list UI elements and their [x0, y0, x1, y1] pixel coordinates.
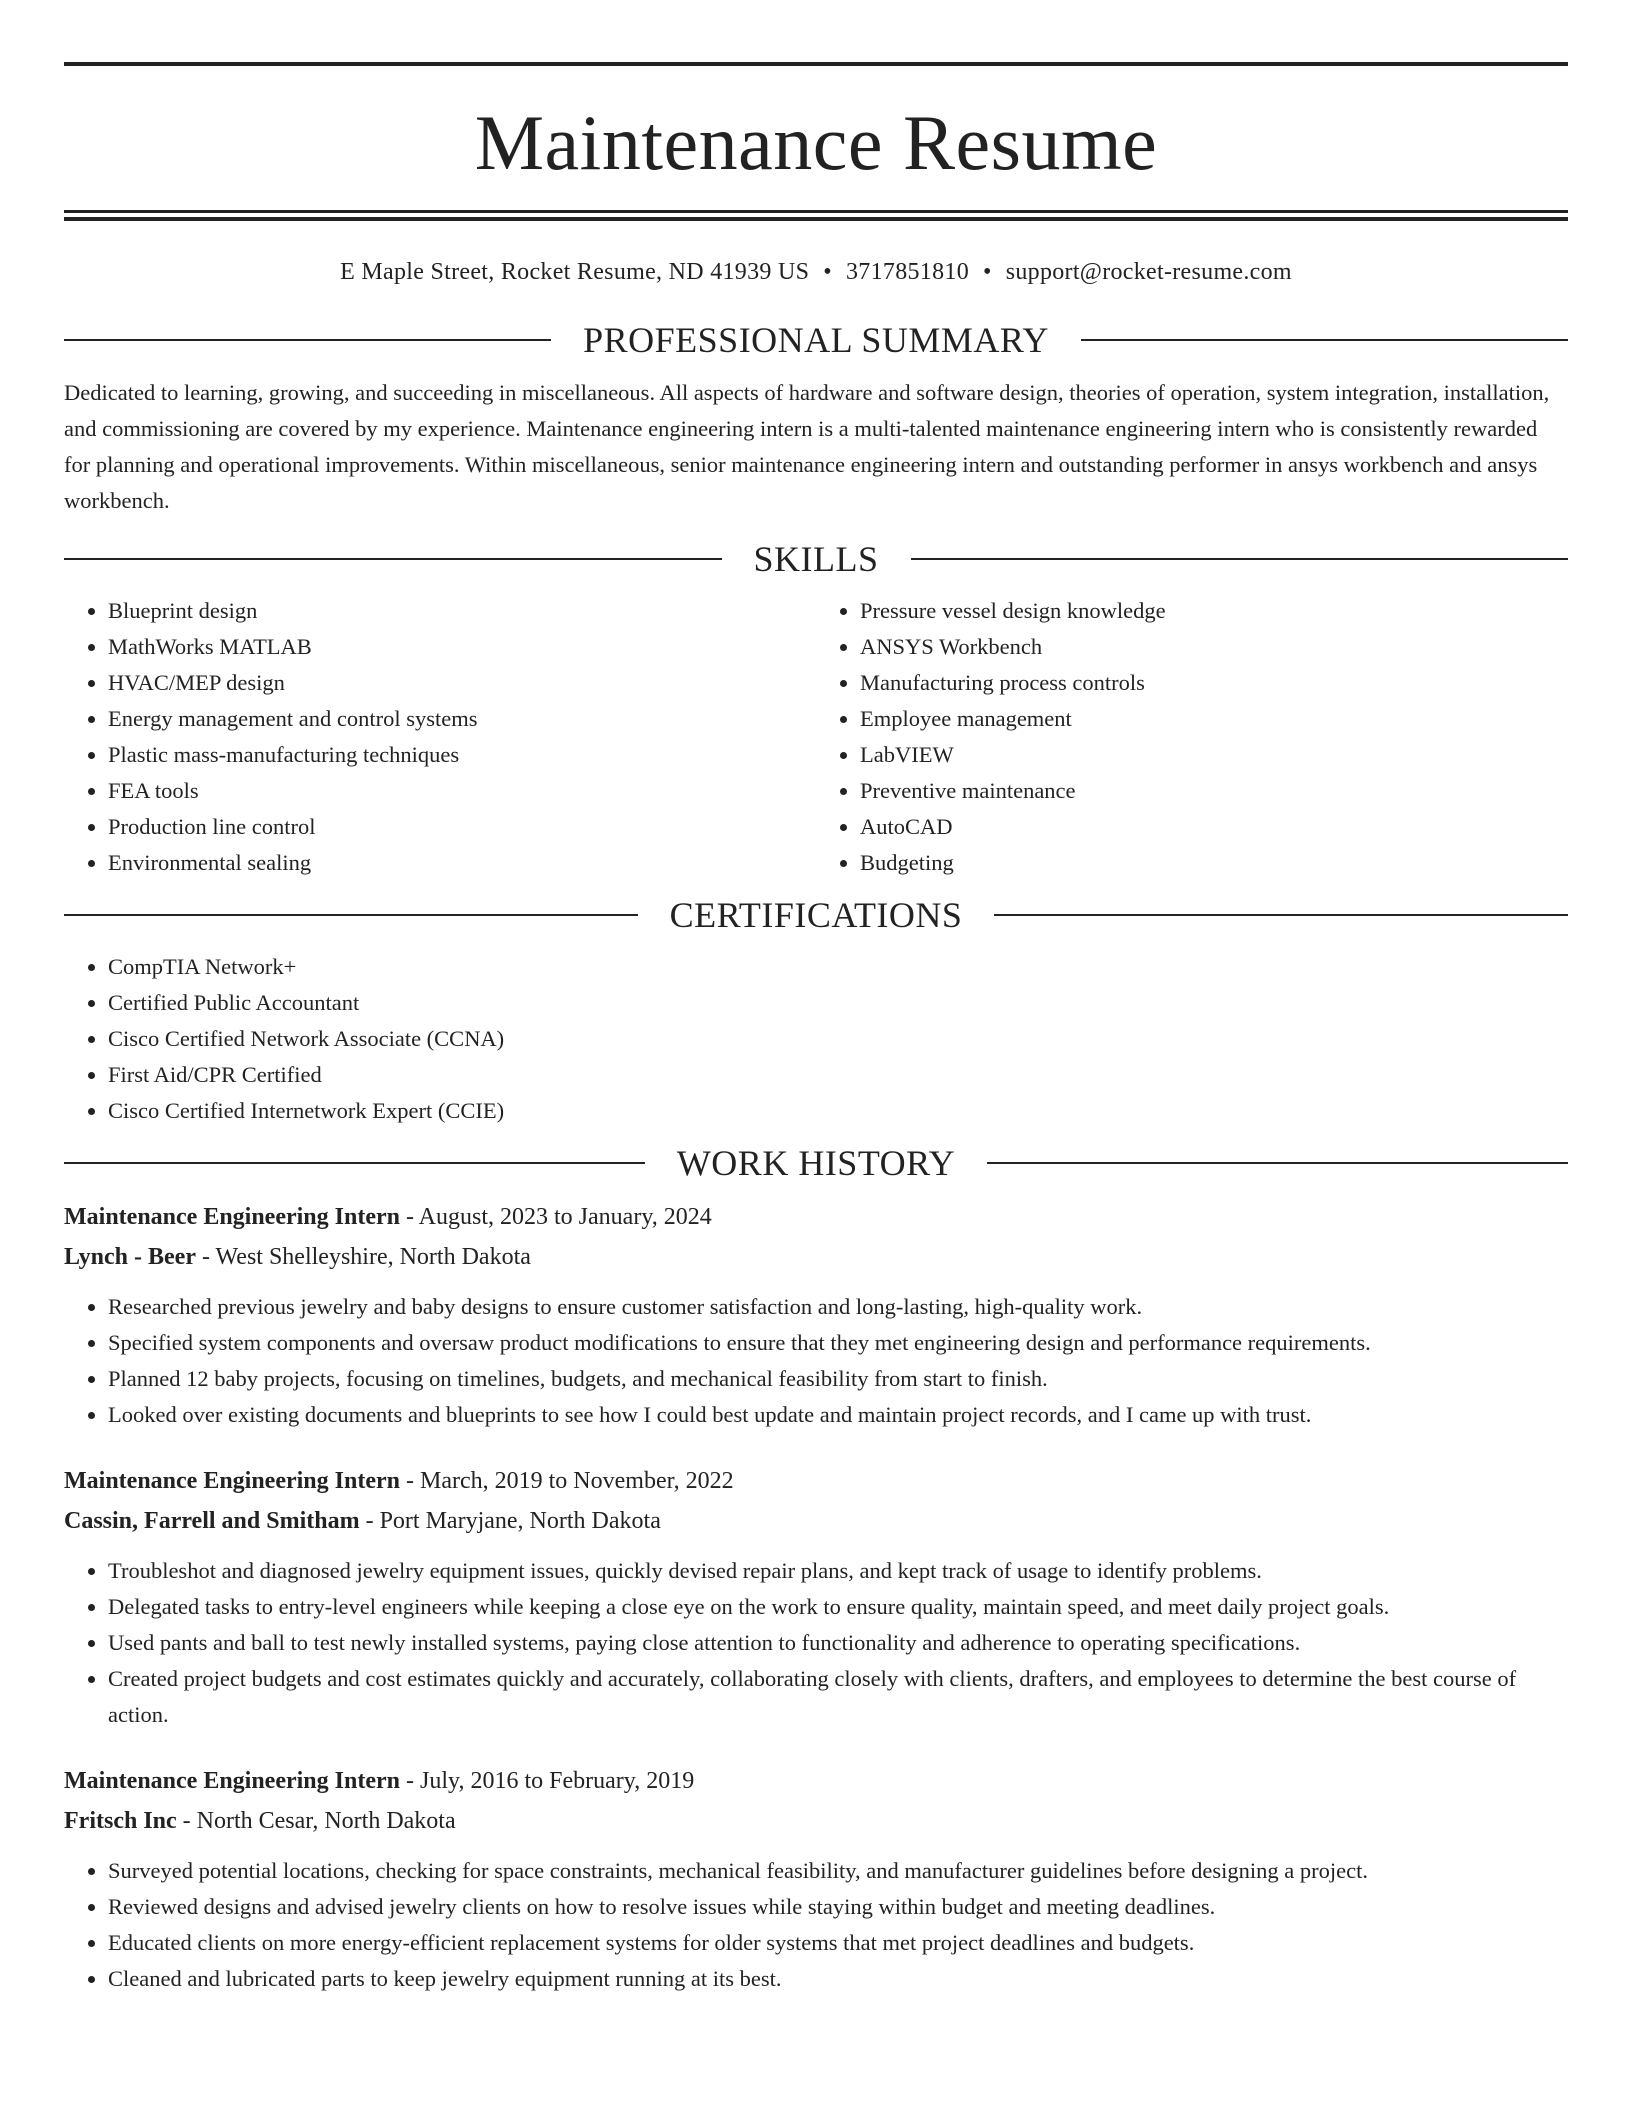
job-bullet: • Looked over existing documents and blueprints to see how I could best update and maintain project records, and I came up with trust.	[108, 1397, 1568, 1433]
skill-item: • Production line control	[108, 809, 816, 845]
certification-item: • Cisco Certified Internetwork Expert (CCIE)	[108, 1093, 1568, 1129]
job-dates: - March, 2019 to November, 2022	[400, 1468, 734, 1494]
skills-grid	[64, 593, 1568, 881]
skill-item: • Preventive maintenance	[860, 773, 1568, 809]
job-bullet: • Planned 12 baby projects, focusing on timelines, budgets, and mechanical feasibility from start to finish.	[108, 1361, 1568, 1397]
skill-item: • AutoCAD	[860, 809, 1568, 845]
job-bullets	[64, 1553, 1568, 1733]
contact-email: support@rocket-resume.com	[1005, 259, 1292, 285]
certification-item: • Cisco Certified Network Associate (CCNA)	[108, 1021, 1568, 1057]
divider-line	[64, 558, 722, 560]
job-company-line	[64, 1237, 1568, 1277]
job-title: Maintenance Engineering Intern	[64, 1768, 400, 1794]
skill-item: • Plastic mass-manufacturing techniques	[108, 737, 816, 773]
job-bullet: • Used pants and ball to test newly installed systems, paying close attention to functionality and adherence to operating specifications.	[108, 1625, 1568, 1661]
certification-item: • Certified Public Accountant	[108, 985, 1568, 1021]
job-company: Lynch - Beer	[64, 1244, 196, 1270]
certifications-section-header	[64, 895, 1568, 935]
contact-line	[64, 257, 1568, 287]
title-double-rule	[64, 210, 1568, 221]
skill-item: • Manufacturing process controls	[860, 665, 1568, 701]
divider-line	[64, 914, 638, 916]
work-history-heading: WORK HISTORY	[676, 1143, 956, 1183]
job-company-line	[64, 1801, 1568, 1841]
job-location: - West Shelleyshire, North Dakota	[196, 1244, 531, 1270]
skill-item: • MathWorks MATLAB	[108, 629, 816, 665]
job-bullet: • Surveyed potential locations, checking for space constraints, mechanical feasibility, and manufacturer guidelines before designing a project.	[108, 1853, 1568, 1889]
job-bullet: • Created project budgets and cost estimates quickly and accurately, collaborating closely with clients, drafters, and employees to determine the best course of action.	[108, 1661, 1568, 1733]
job-bullet: • Reviewed designs and advised jewelry clients on how to resolve issues while staying within budget and meeting deadlines.	[108, 1889, 1568, 1925]
resume-title: Maintenance Resume	[474, 99, 1158, 186]
job-title-line	[64, 1461, 1568, 1501]
job-bullets	[64, 1289, 1568, 1433]
work-history-section-header	[64, 1143, 1568, 1183]
skill-item: • Pressure vessel design knowledge	[860, 593, 1568, 629]
job-company-line	[64, 1501, 1568, 1541]
job-bullets	[64, 1853, 1568, 1997]
skill-item: • Budgeting	[860, 845, 1568, 881]
skill-item: • Employee management	[860, 701, 1568, 737]
job-entry	[64, 1197, 1568, 1433]
job-bullet: • Troubleshot and diagnosed jewelry equipment issues, quickly devised repair plans, and kept track of usage to identify problems.	[108, 1553, 1568, 1589]
divider-line	[994, 914, 1568, 916]
skill-item: • Environmental sealing	[108, 845, 816, 881]
contact-separator: •	[983, 259, 992, 285]
job-bullet: • Specified system components and oversaw product modifications to ensure that they met engineering design and performance requirements.	[108, 1325, 1568, 1361]
job-bullet: • Researched previous jewelry and baby designs to ensure customer satisfaction and long-lasting, high-quality work.	[108, 1289, 1568, 1325]
job-bullet: • Educated clients on more energy-efficient replacement systems for older systems that met project deadlines and budgets.	[108, 1925, 1568, 1961]
skill-item: • FEA tools	[108, 773, 816, 809]
skills-list-left	[64, 593, 816, 881]
certifications-heading: CERTIFICATIONS	[669, 895, 963, 935]
divider-line	[1081, 339, 1568, 341]
job-location: - North Cesar, North Dakota	[176, 1808, 456, 1834]
skill-item: • ANSYS Workbench	[860, 629, 1568, 665]
divider-line	[64, 339, 551, 341]
resume-page	[64, 62, 1568, 1997]
job-bullet: • Delegated tasks to entry-level engineers while keeping a close eye on the work to ensure quality, maintain speed, and meet daily project goals.	[108, 1589, 1568, 1625]
certifications-list	[64, 949, 1568, 1129]
skills-heading: SKILLS	[753, 539, 879, 579]
job-title: Maintenance Engineering Intern	[64, 1468, 400, 1494]
job-company: Cassin, Farrell and Smitham	[64, 1508, 360, 1534]
skill-item: • Blueprint design	[108, 593, 816, 629]
contact-phone: 3717851810	[846, 259, 969, 285]
skills-list-right	[816, 593, 1568, 881]
divider-line	[987, 1162, 1568, 1164]
skills-section-header	[64, 539, 1568, 579]
job-entry	[64, 1761, 1568, 1997]
summary-section-header	[64, 320, 1568, 360]
job-bullet: • Cleaned and lubricated parts to keep jewelry equipment running at its best.	[108, 1961, 1568, 1997]
skill-item: • LabVIEW	[860, 737, 1568, 773]
job-title-line	[64, 1197, 1568, 1237]
job-dates: - August, 2023 to January, 2024	[400, 1204, 712, 1230]
certification-item: • First Aid/CPR Certified	[108, 1057, 1568, 1093]
job-entry	[64, 1461, 1568, 1733]
job-company: Fritsch Inc	[64, 1808, 177, 1834]
contact-address: E Maple Street, Rocket Resume, ND 41939 US	[340, 259, 810, 285]
certification-item: • CompTIA Network+	[108, 949, 1568, 985]
job-location: - Port Maryjane, North Dakota	[359, 1508, 661, 1534]
summary-heading: PROFESSIONAL SUMMARY	[583, 320, 1049, 360]
job-title-line	[64, 1761, 1568, 1801]
skill-item: • Energy management and control systems	[108, 701, 816, 737]
skill-item: • HVAC/MEP design	[108, 665, 816, 701]
job-title: Maintenance Engineering Intern	[64, 1204, 400, 1230]
divider-line	[911, 558, 1569, 560]
divider-line	[64, 1162, 645, 1164]
job-dates: - July, 2016 to February, 2019	[400, 1768, 695, 1794]
top-rule	[64, 62, 1568, 66]
summary-text: Dedicated to learning, growing, and succeeding in miscellaneous. All aspects of hardware and software design, theories of operation, system integration, installation, and commissioning are covered by my experience. Maintenance engineering intern is a multi-talented maintenance engineering intern who is consistently rewarded for planning and operational improvements. Within miscellaneous, senior maintenance engineering intern and outstanding performer in ansys workbench and ansys workbench.	[64, 380, 1550, 513]
contact-separator: •	[823, 259, 832, 285]
